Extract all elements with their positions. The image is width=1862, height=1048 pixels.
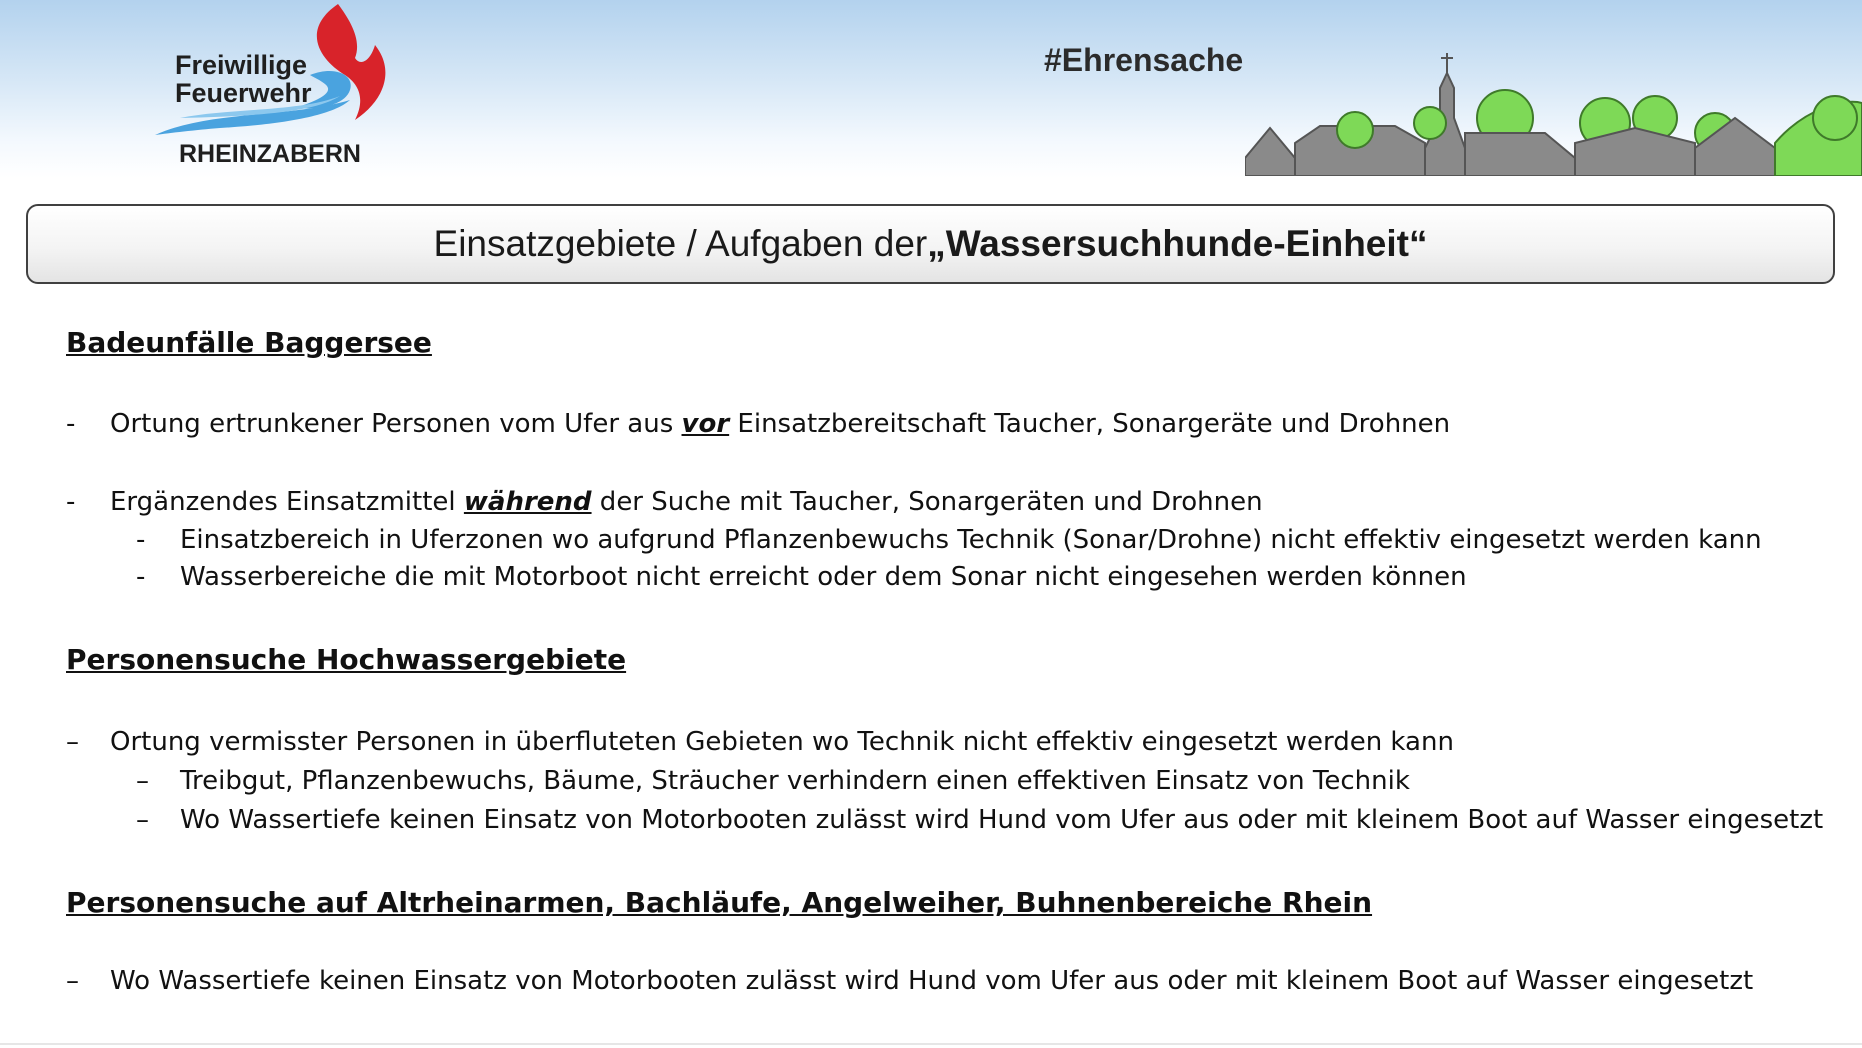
list-item-text: Ortung vermisster Personen in überfluteten Gebieten wo Technik nicht effektiv eingesetzt werden kann bbox=[110, 727, 1454, 757]
logo-line-2: Feuerwehr bbox=[175, 78, 312, 108]
title-bold-text: „Wassersuchhunde-Einheit“ bbox=[927, 223, 1428, 264]
hashtag-slogan: #Ehrensache bbox=[1044, 42, 1244, 78]
list-item-text: Ergänzendes Einsatzmittel während der Suche mit Taucher, Sonargeräten und Drohnen bbox=[110, 487, 1263, 517]
title-prefix: Einsatzgebiete / Aufgaben der bbox=[433, 223, 928, 264]
sub-list-item-text: Wasserbereiche die mit Motorboot nicht erreicht oder dem Sonar nicht eingesehen werden können bbox=[180, 562, 1467, 592]
logo-line-3: RHEINZABERN bbox=[179, 140, 361, 168]
logo-line-1: Freiwillige bbox=[175, 50, 308, 80]
footer-divider bbox=[0, 1043, 1862, 1045]
bullet: – bbox=[66, 727, 79, 757]
section-heading-altrhein: Personensuche auf Altrheinarmen, Bachläufe, Angelweiher, Buhnenbereiche Rhein bbox=[66, 886, 1373, 919]
sub-list-item-text: Wo Wassertiefe keinen Einsatz von Motorbooten zulässt wird Hund vom Ufer aus oder mit kleinem Boot auf Wasser eingesetzt bbox=[180, 805, 1824, 835]
section-heading-hochwasser: Personensuche Hochwassergebiete bbox=[66, 643, 627, 676]
section-heading-baggersee: Badeunfälle Baggersee bbox=[66, 326, 432, 359]
list-item-text: Wo Wassertiefe keinen Einsatz von Motorbooten zulässt wird Hund vom Ufer aus oder mit kleinem Boot auf Wasser eingesetzt bbox=[110, 966, 1754, 996]
bullet: – bbox=[66, 966, 79, 996]
bullet: – bbox=[136, 766, 149, 796]
emphasis-text: während bbox=[463, 487, 592, 517]
bullet: - bbox=[66, 409, 76, 439]
bullet: - bbox=[136, 525, 146, 555]
sub-list-item-text: Treibgut, Pflanzenbewuchs, Bäume, Sträucher verhindern einen effektiven Einsatz von Technik bbox=[180, 766, 1410, 796]
bullet: – bbox=[136, 805, 149, 835]
sub-list-item-text: Einsatzbereich in Uferzonen wo aufgrund Pflanzenbewuchs Technik (Sonar/Drohne) nicht effektiv eingesetzt werden kann bbox=[180, 525, 1762, 555]
bullet: - bbox=[136, 562, 146, 592]
bullet: - bbox=[66, 487, 76, 517]
emphasis-text: vor bbox=[681, 409, 730, 439]
list-item-text: Ortung ertrunkener Personen vom Ufer aus vor Einsatzbereitschaft Taucher, Sonargeräte und Drohnen bbox=[110, 409, 1451, 439]
